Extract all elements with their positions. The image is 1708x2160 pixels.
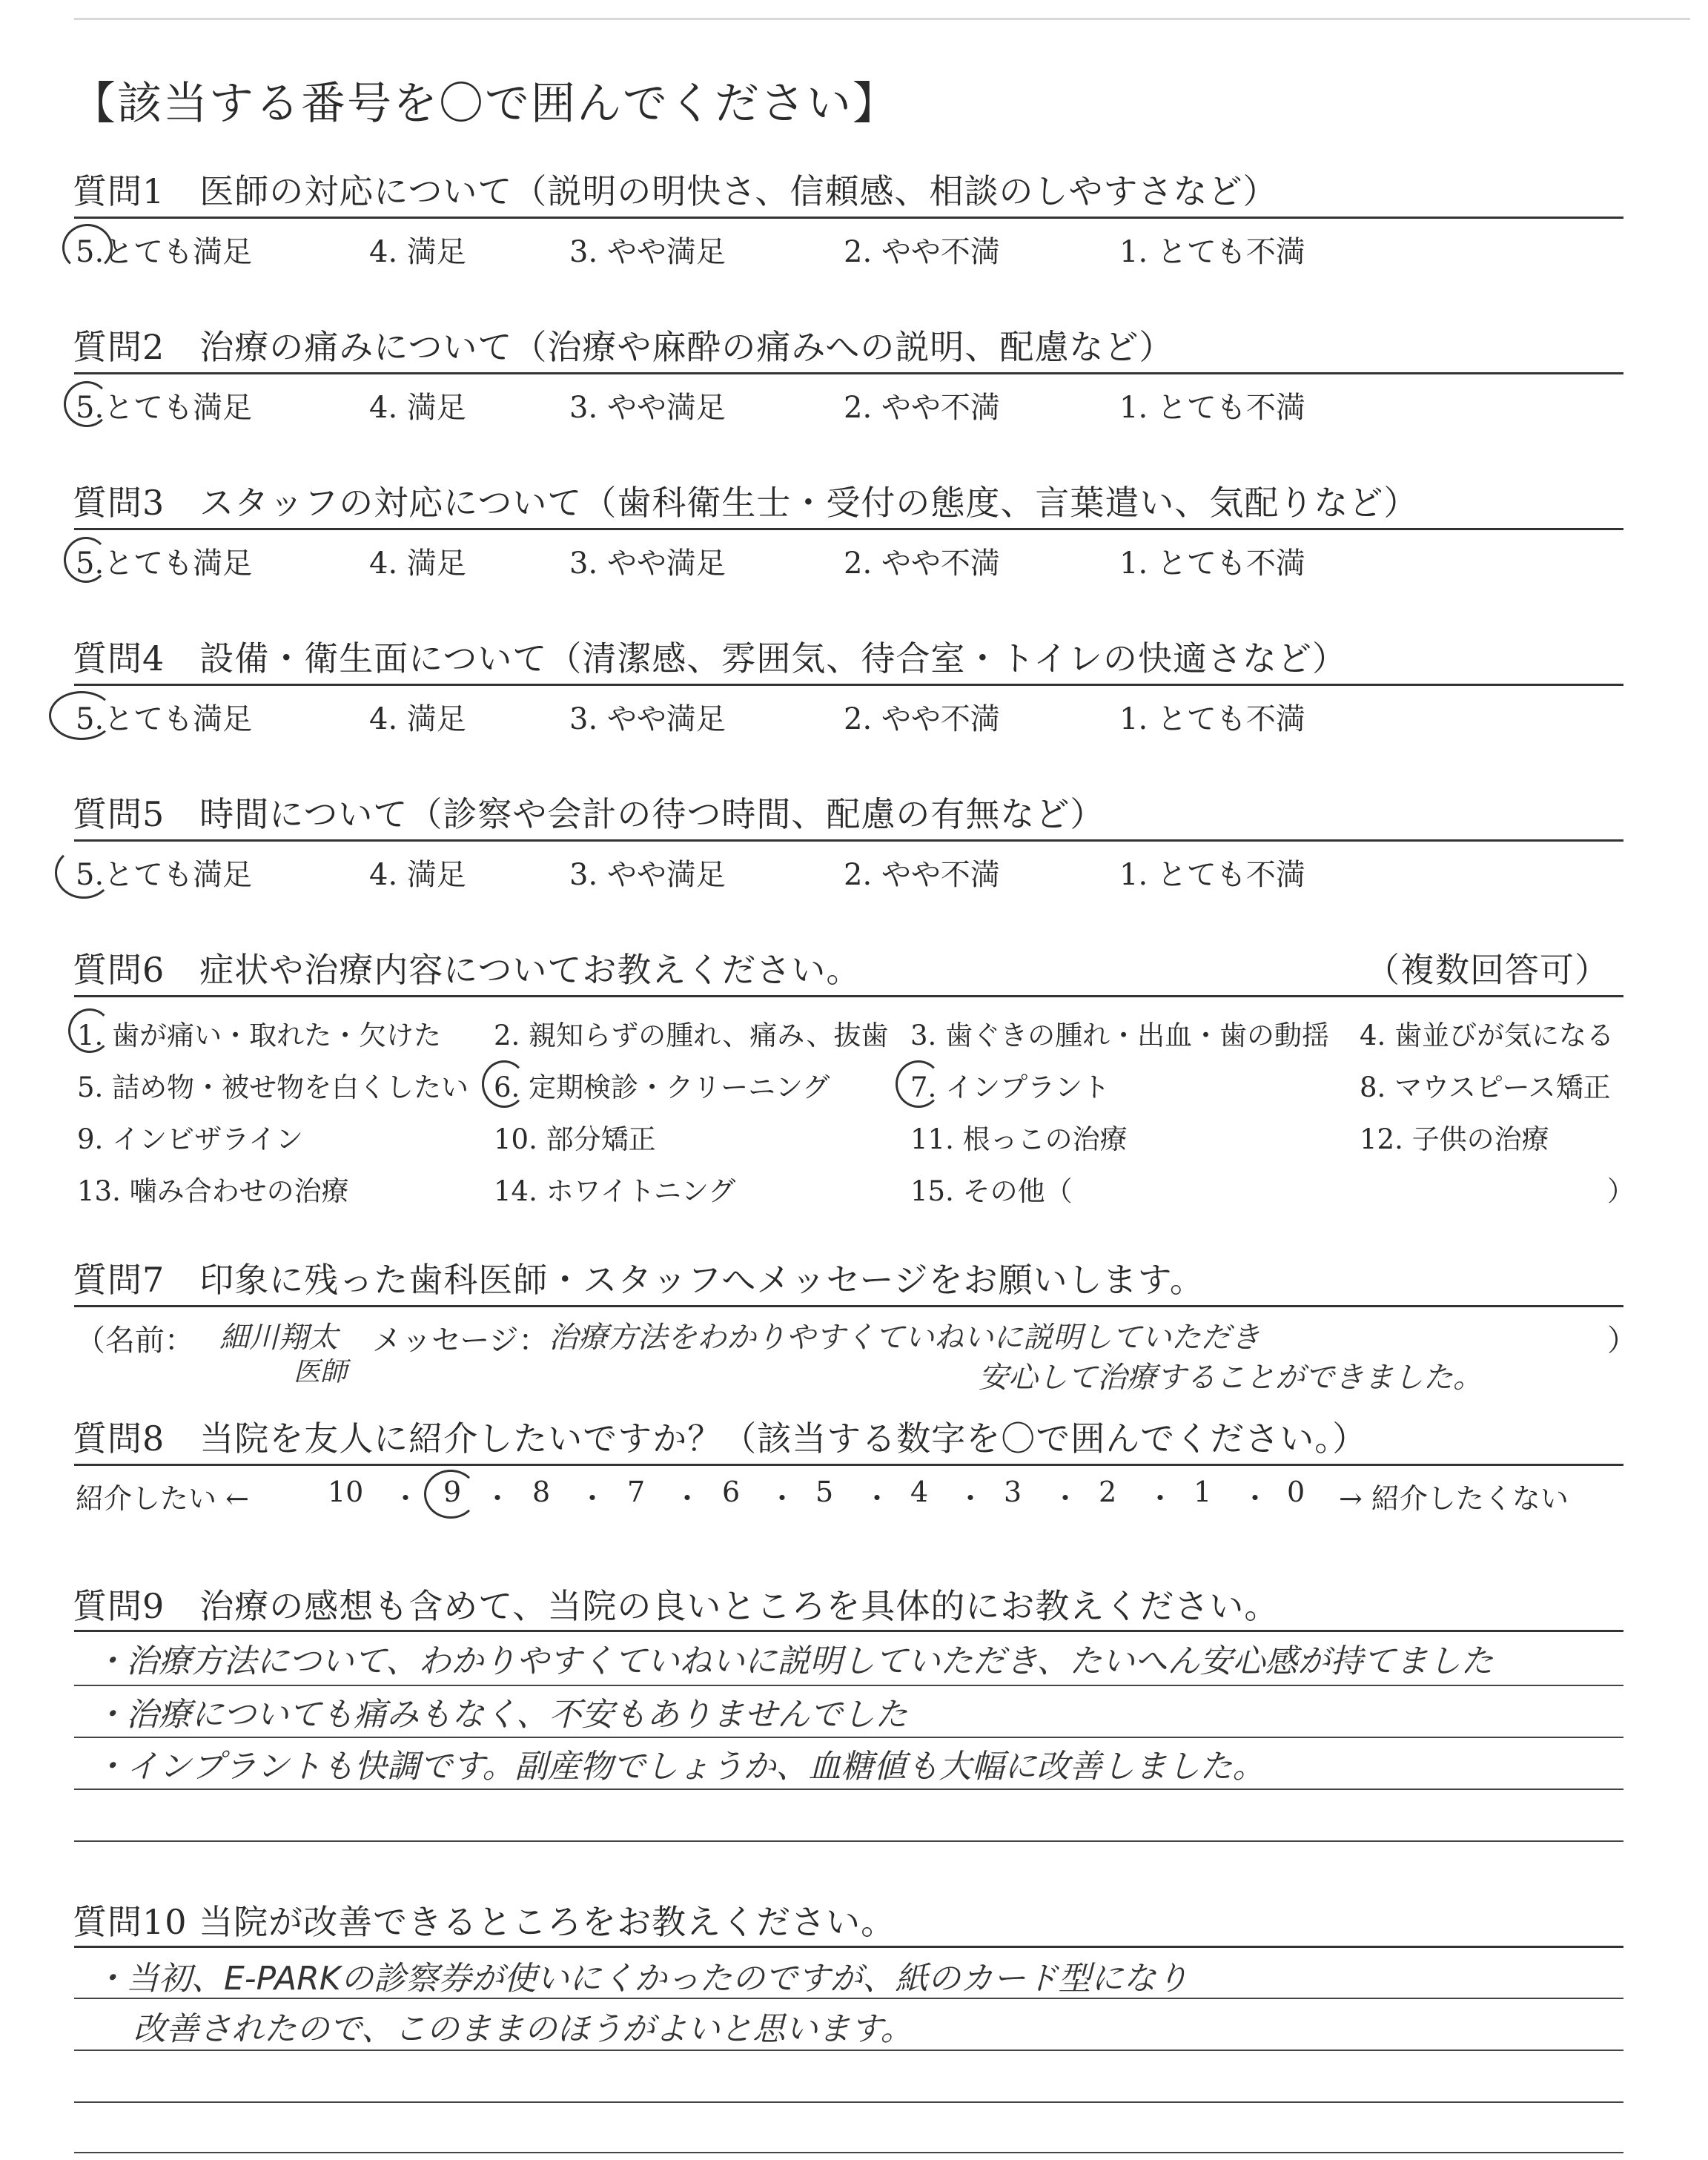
q2-option-4[interactable]: 4. 満足 <box>369 391 466 425</box>
q5-selection-circle <box>55 847 113 899</box>
q8-sep-2: ・ <box>483 1482 512 1515</box>
q8-scale-8[interactable]: 8 <box>532 1476 551 1508</box>
q6-option-7[interactable]: 7. インプラント <box>910 1071 1110 1103</box>
q8-scale-4[interactable]: 4 <box>910 1476 929 1508</box>
q6-selection-circle-7 <box>896 1060 941 1108</box>
q4-rule <box>74 684 1623 686</box>
q3-selection-circle <box>64 537 108 583</box>
q2-option-5[interactable]: 5.とても満足 <box>76 391 253 425</box>
q5-option-4[interactable]: 4. 満足 <box>369 858 466 892</box>
q9-title: 質問9 治療の感想も含めて、当院の良いところを具体的にお教えください。 <box>73 1586 1280 1626</box>
q3-option-5[interactable]: 5.とても満足 <box>76 546 253 581</box>
q10-line-3 <box>74 2101 1623 2103</box>
q8-left-label: 紹介したい ← <box>76 1482 249 1515</box>
q8-sep-5: ・ <box>768 1482 797 1515</box>
q9-answer-line-1[interactable]: ・治療方法について、わかりやすくていねいに説明していただき、たいへん安心感が持てました <box>93 1642 1494 1680</box>
q3-option-1[interactable]: 1. とても不満 <box>1119 546 1305 581</box>
q6-selection-circle-6 <box>482 1060 526 1108</box>
q8-scale-6[interactable]: 6 <box>722 1476 741 1508</box>
q8-sep-6: ・ <box>863 1482 892 1515</box>
q7-name-label: （名前： <box>76 1324 194 1358</box>
q1-option-1[interactable]: 1. とても不満 <box>1119 235 1305 269</box>
q2-rule <box>74 372 1623 374</box>
q1-option-3[interactable]: 3. やや満足 <box>569 235 726 269</box>
q8-scale-9[interactable]: 9 <box>443 1476 462 1508</box>
q10-line-1 <box>74 1998 1623 1999</box>
q6-title: 質問6 症状や治療内容についてお教えください。 <box>73 950 861 990</box>
q7-name-value[interactable]: 細川翔太 <box>219 1321 338 1355</box>
q8-scale-1[interactable]: 1 <box>1194 1476 1212 1508</box>
q6-option-2[interactable]: 2. 親知らずの腫れ、痛み、抜歯 <box>494 1020 889 1051</box>
q1-option-4[interactable]: 4. 満足 <box>369 235 466 269</box>
q4-option-4[interactable]: 4. 満足 <box>369 702 466 736</box>
q6-option-4[interactable]: 4. 歯並びが気になる <box>1360 1020 1615 1051</box>
q3-rule <box>74 528 1623 530</box>
q4-option-1[interactable]: 1. とても不満 <box>1119 702 1305 736</box>
q8-selection-circle <box>424 1470 477 1519</box>
q3-option-4[interactable]: 4. 満足 <box>369 546 466 581</box>
q8-sep-1: ・ <box>391 1482 420 1515</box>
q8-sep-7: ・ <box>956 1482 985 1515</box>
q10-line-2 <box>74 2050 1623 2051</box>
q10-title: 質問10 当院が改善できるところをお教えください。 <box>73 1902 896 1942</box>
q2-title: 質問2 治療の痛みについて（治療や麻酔の痛みへの説明、配慮など） <box>73 327 1174 367</box>
q6-note: （複数回答可） <box>1366 950 1609 990</box>
q2-selection-circle <box>64 381 110 427</box>
page-instruction: 【該当する番号を〇で囲んでください】 <box>71 78 898 130</box>
q4-option-3[interactable]: 3. やや満足 <box>569 702 726 736</box>
q6-option-13[interactable]: 13. 噛み合わせの治療 <box>77 1175 349 1207</box>
q4-title: 質問4 設備・衛生面について（清潔感、雰囲気、待合室・トイレの快適さなど） <box>73 638 1348 678</box>
q10-line-4 <box>74 2152 1623 2153</box>
q3-title: 質問3 スタッフの対応について（歯科衛生士・受付の態度、言葉遣い、気配りなど） <box>73 483 1419 523</box>
q5-option-1[interactable]: 1. とても不満 <box>1119 858 1305 892</box>
q9-answer-line-3[interactable]: ・インプラントも快調です。副産物でしょうか、血糖値も大幅に改善しました。 <box>93 1748 1265 1786</box>
q5-option-3[interactable]: 3. やや満足 <box>569 858 726 892</box>
q8-title: 質問8 当院を友人に紹介したいですか？（該当する数字を〇で囲んでください。） <box>73 1418 1368 1459</box>
q6-option-14[interactable]: 14. ホワイトニング <box>494 1175 736 1207</box>
q6-option-9[interactable]: 9. インビザライン <box>77 1123 303 1155</box>
q8-scale-3[interactable]: 3 <box>1004 1476 1022 1508</box>
q8-scale-7[interactable]: 7 <box>627 1476 646 1508</box>
q9-answer-line-2[interactable]: ・治療についても痛みもなく、不安もありませんでした <box>93 1696 908 1734</box>
q8-sep-3: ・ <box>578 1482 607 1515</box>
q6-rule <box>74 995 1623 997</box>
q1-option-2[interactable]: 2. やや不満 <box>844 235 1000 269</box>
q9-line-4 <box>74 1840 1623 1842</box>
q6-option-12[interactable]: 12. 子供の治療 <box>1360 1123 1549 1155</box>
top-border <box>74 18 1690 20</box>
q6-option-15[interactable]: 15. その他（ <box>910 1175 1073 1207</box>
q8-right-label: → 紹介したくない <box>1339 1482 1569 1515</box>
q1-rule <box>74 217 1623 219</box>
q6-other-close: ） <box>1607 1175 1635 1207</box>
q3-option-2[interactable]: 2. やや不満 <box>844 546 1000 581</box>
q8-scale-5[interactable]: 5 <box>815 1476 834 1508</box>
q8-scale-10[interactable]: 10 <box>328 1476 364 1508</box>
q6-option-10[interactable]: 10. 部分矯正 <box>494 1123 656 1155</box>
q3-option-3[interactable]: 3. やや満足 <box>569 546 726 581</box>
q8-rule <box>74 1464 1623 1466</box>
q5-title: 質問5 時間について（診察や会計の待つ時間、配慮の有無など） <box>73 794 1105 834</box>
q5-option-2[interactable]: 2. やや不満 <box>844 858 1000 892</box>
q6-selection-circle-1 <box>68 1008 111 1053</box>
q6-option-11[interactable]: 11. 根っこの治療 <box>910 1123 1128 1155</box>
q8-scale-2[interactable]: 2 <box>1099 1476 1117 1508</box>
q7-title: 質問7 印象に残った歯科医師・スタッフへメッセージをお願いします。 <box>73 1260 1205 1300</box>
q8-sep-4: ・ <box>673 1482 702 1515</box>
q2-option-2[interactable]: 2. やや不満 <box>844 391 1000 425</box>
q10-rule <box>74 1946 1623 1948</box>
q6-option-3[interactable]: 3. 歯ぐきの腫れ・出血・歯の動揺 <box>910 1020 1330 1051</box>
q9-line-1 <box>74 1685 1623 1686</box>
q4-option-5[interactable]: 5.とても満足 <box>76 702 253 736</box>
q10-answer-line-1[interactable]: ・当初、E-PARKの診察券が使いにくかったのですが、紙のカード型になり <box>93 1960 1189 1998</box>
q5-rule <box>74 839 1623 842</box>
q2-option-1[interactable]: 1. とても不満 <box>1119 391 1305 425</box>
q2-option-3[interactable]: 3. やや満足 <box>569 391 726 425</box>
q7-rule <box>74 1305 1623 1307</box>
q4-option-2[interactable]: 2. やや不満 <box>844 702 1000 736</box>
q1-selection-circle <box>62 224 113 271</box>
q7-message-label: メッセージ： <box>372 1324 549 1358</box>
q9-rule <box>74 1630 1623 1632</box>
q9-line-3 <box>74 1789 1623 1790</box>
q8-sep-10: ・ <box>1241 1482 1270 1515</box>
q6-option-8[interactable]: 8. マウスピース矯正 <box>1360 1071 1611 1103</box>
q9-line-2 <box>74 1737 1623 1738</box>
q4-selection-circle <box>49 691 114 740</box>
q8-sep-9: ・ <box>1146 1482 1175 1515</box>
q6-option-6[interactable]: 6. 定期検診・クリーニング <box>494 1071 830 1103</box>
q7-message-line2[interactable]: 安心して治療することができました。 <box>979 1361 1483 1395</box>
q5-option-5[interactable]: 5.とても満足 <box>76 858 253 892</box>
q8-scale-0[interactable]: 0 <box>1287 1476 1305 1508</box>
q10-answer-line-2[interactable]: 改善されたので、このままのほうがよいと思います。 <box>133 2010 913 2048</box>
q1-title: 質問1 医師の対応について（説明の明快さ、信頼感、相談のしやすさなど） <box>73 171 1278 211</box>
q7-close-paren: ） <box>1607 1324 1637 1358</box>
q1-option-5[interactable]: 5.とても満足 <box>76 235 253 269</box>
q8-sep-8: ・ <box>1051 1482 1080 1515</box>
q7-message-line1[interactable]: 治療方法をわかりやすくていねいに説明していただき <box>549 1321 1260 1355</box>
q6-option-1[interactable]: 1. 歯が痛い・取れた・欠けた <box>77 1020 442 1051</box>
q6-option-5[interactable]: 5. 詰め物・被せ物を白くしたい <box>77 1071 469 1103</box>
q7-name-role[interactable]: 医師 <box>294 1357 348 1387</box>
